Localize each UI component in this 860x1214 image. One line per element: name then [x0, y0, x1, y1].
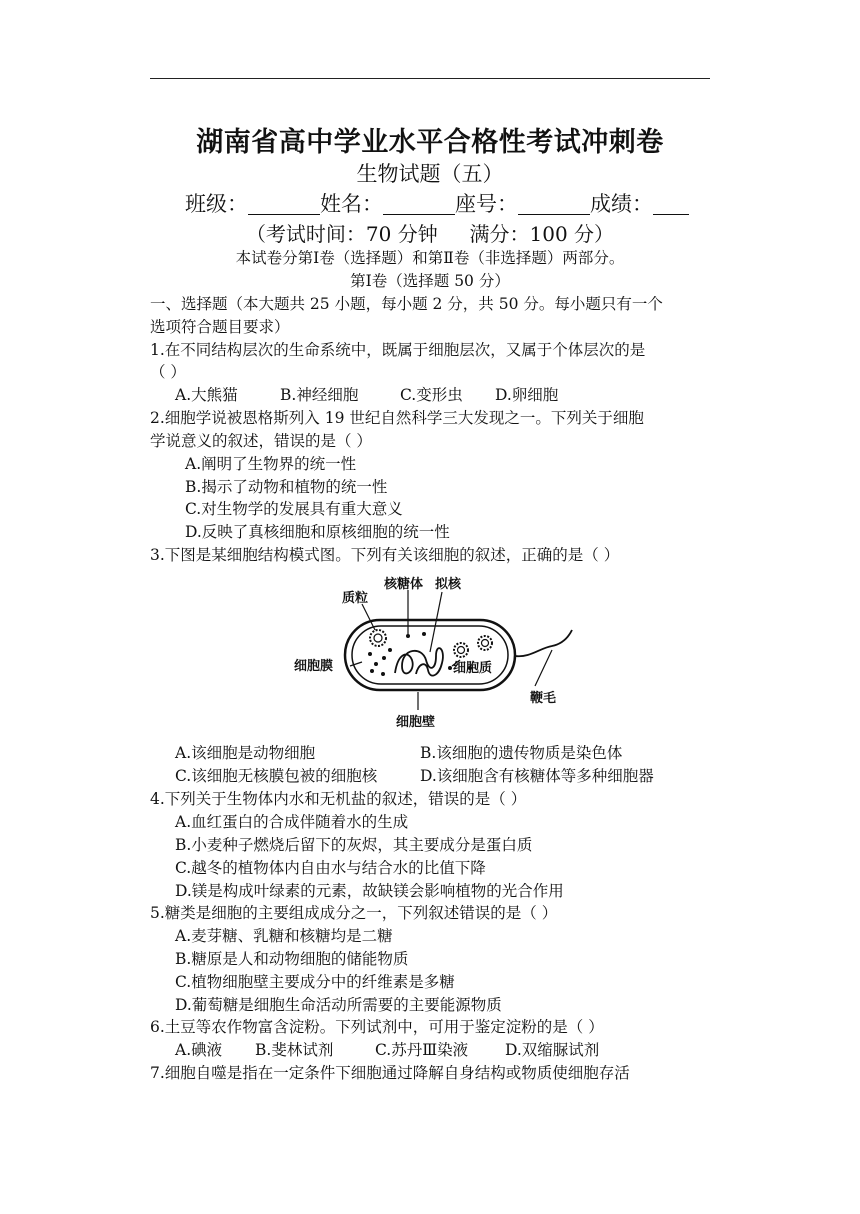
seat-blank [518, 192, 590, 215]
label-membrane: 细胞膜 [294, 659, 334, 674]
question-5-option-c: C.植物细胞壁主要成分中的纤维素是多糖 [175, 973, 455, 991]
question-2-option-d: D.反映了真核细胞和原核细胞的统一性 [185, 523, 450, 541]
page-subtitle: 生物试题（五） [356, 162, 504, 186]
exam-intro: 本试卷分第Ⅰ卷（选择题）和第Ⅱ卷（非选择题）两部分。 [235, 249, 625, 267]
question-1-stem-cont: （ ） [150, 363, 186, 381]
option-d: D.该细胞含有核糖体等多种细胞器 [420, 767, 654, 785]
flagellum-line [515, 630, 572, 656]
option-b: B.斐林试剂 [255, 1041, 334, 1059]
option-c: C.该细胞无核膜包被的细胞核 [175, 767, 378, 785]
question-4-option-d: D.镁是构成叶绿素的元素，故缺镁会影响植物的光合作用 [175, 882, 564, 900]
page-title: 湖南省高中学业水平合格性考试冲刺卷 [196, 127, 664, 158]
option-a: A.大熊猫 [175, 386, 238, 404]
option-a: A.碘液 [175, 1041, 223, 1059]
student-info-line [185, 188, 689, 218]
option-a: A.该细胞是动物细胞 [175, 744, 316, 762]
question-4-option-a: A.血红蛋白的合成伴随着水的生成 [175, 813, 409, 831]
question-2-stem-cont: 学说意义的叙述，错误的是（ ） [150, 432, 372, 450]
question-4-option-c: C.越冬的植物体内自由水与结合水的比值下降 [175, 859, 486, 877]
label-cell-wall: 细胞壁 [396, 715, 436, 730]
class-blank [248, 192, 320, 215]
question-6-options [175, 1040, 599, 1060]
label-ribosome: 核糖体 [384, 577, 424, 592]
option-c: C.变形虫 [400, 386, 463, 404]
bacterial-cell-diagram [290, 568, 600, 738]
question-4-option-b: B.小麦种子燃烧后留下的灰烬，其主要成分是蛋白质 [175, 836, 533, 854]
question-7-stem: 7.细胞自噬是指在一定条件下细胞通过降解自身结构或物质使细胞存活 [150, 1064, 630, 1082]
question-2-option-c: C.对生物学的发展具有重大意义 [185, 500, 403, 518]
exam-time-line: （考试时间：70 分钟 满分：100 分） [245, 222, 615, 246]
section-heading: 一、选择题（本大题共 25 小题，每小题 2 分，共 50 分。每小题只有一个 [150, 295, 663, 313]
question-1-stem: 1.在不同结构层次的生命系统中，既属于细胞层次，又属于个体层次的是 [150, 341, 646, 359]
question-5-option-a: A.麦芽糖、乳糖和核糖均是二糖 [175, 927, 393, 945]
option-c: C.苏丹Ⅲ染液 [375, 1041, 469, 1059]
header-rule [150, 78, 710, 79]
volume-heading: 第Ⅰ卷（选择题 50 分） [350, 272, 510, 290]
option-b: B.该细胞的遗传物质是染色体 [420, 744, 623, 762]
question-2-option-b: B.揭示了动物和植物的统一性 [185, 478, 388, 496]
name-label: 姓名： [320, 192, 383, 216]
question-4-stem: 4.下列关于生物体内水和无机盐的叙述，错误的是（ ） [150, 790, 527, 808]
score-label: 成绩： [590, 192, 653, 216]
label-nucleoid: 拟核 [435, 577, 462, 592]
question-3-options-row1 [175, 743, 622, 763]
question-3-stem: 3.下图是某细胞结构模式图。下列有关该细胞的叙述，正确的是（ ） [150, 546, 620, 564]
label-cytoplasm: 细胞质 [453, 661, 493, 676]
score-blank [653, 192, 689, 215]
question-5-stem: 5.糖类是细胞的主要组成成分之一，下列叙述错误的是（ ） [150, 904, 558, 922]
label-flagellum: 鞭毛 [530, 691, 557, 706]
option-d: D.卵细胞 [495, 386, 559, 404]
question-6-stem: 6.土豆等农作物富含淀粉。下列试剂中，可用于鉴定淀粉的是（ ） [150, 1018, 604, 1036]
option-b: B.神经细胞 [280, 386, 359, 404]
question-3-options-row2 [175, 766, 654, 786]
seat-label: 座号： [455, 192, 518, 216]
question-2-option-a: A.阐明了生物界的统一性 [185, 455, 357, 473]
option-d: D.双缩脲试剂 [505, 1041, 600, 1059]
name-blank [383, 192, 455, 215]
question-1-options [175, 385, 558, 405]
question-5-option-d: D.葡萄糖是细胞生命活动所需要的主要能源物质 [175, 996, 502, 1014]
question-2-stem: 2.细胞学说被恩格斯列入 19 世纪自然科学三大发现之一。下列关于细胞 [150, 409, 644, 427]
question-5-option-b: B.糖原是人和动物细胞的储能物质 [175, 950, 409, 968]
label-plasmid: 质粒 [342, 591, 369, 606]
class-label: 班级： [185, 192, 248, 216]
section-heading-cont: 选项符合题目要求） [150, 318, 290, 336]
